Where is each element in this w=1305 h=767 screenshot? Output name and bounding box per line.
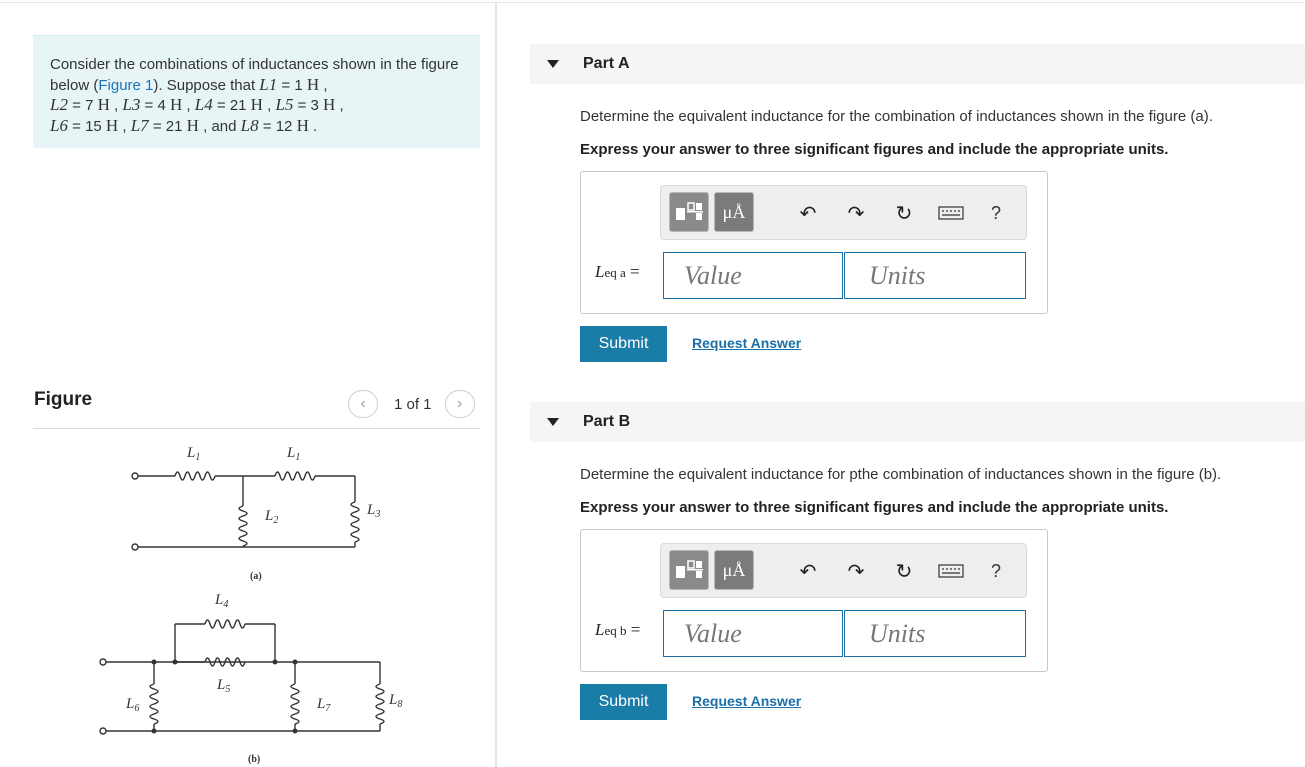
svg-text:L3: $L_3$ <box>367 502 381 520</box>
left-pane <box>0 0 496 767</box>
undo-icon: ↶ <box>799 560 817 583</box>
chevron-left-icon: ‹ <box>360 395 366 412</box>
value-eq: = 1 <box>277 76 307 94</box>
value-eq: = 15 <box>67 117 106 135</box>
help-icon: ? <box>990 202 1001 223</box>
templates-button[interactable] <box>669 192 709 232</box>
part-b-units-input[interactable] <box>844 610 1026 657</box>
part-a-value-input[interactable] <box>663 252 843 299</box>
value-eq: = 7 <box>67 97 98 114</box>
eq-symbol: L <box>595 262 605 281</box>
part-a-title: Part A <box>583 55 630 72</box>
part-b-title: Part B <box>583 413 631 430</box>
part-b-instruction: Express your answer to three significant figures and include the appropriate units. <box>580 499 1169 516</box>
figure-pager <box>348 390 475 418</box>
value-eq: = 3 <box>293 97 324 114</box>
part-a-question: Determine the equivalent inductance for the combination of inductances shown in the figure (a). <box>580 108 1213 125</box>
part-a-request-answer-link[interactable]: Request Answer <box>692 335 802 351</box>
value-unit: H <box>306 74 320 94</box>
problem-statement: Consider the combinations of inductances shown in the figure below (Figure 1). Suppose that L1 = 1 H , L2 = 7 H , L3 = 4 H , L4 = 21 H , L5 = 3 H , L6 = 15 H , L7 = 21 H , and L8 = 12 H . <box>33 35 480 148</box>
math-toolbar <box>660 543 1027 598</box>
value-symbol: L3 <box>122 95 141 114</box>
undo-button[interactable] <box>795 200 821 226</box>
part-a-eq-label <box>595 262 640 282</box>
redo-button[interactable] <box>843 200 869 226</box>
circuit-b-labels <box>125 592 402 714</box>
eq-sign: = <box>625 262 640 281</box>
value-unit: H <box>250 95 263 114</box>
value-symbol: L7 <box>130 115 149 135</box>
reset-icon: ↻ <box>895 560 913 583</box>
part-b-value-input[interactable] <box>663 610 843 657</box>
units-button[interactable] <box>714 192 754 232</box>
redo-icon: ↷ <box>847 202 865 225</box>
eq-subscript: eq b <box>604 623 627 638</box>
caption-a: (a) <box>250 571 262 582</box>
help-button[interactable] <box>983 200 1009 226</box>
figure-link[interactable]: Figure 1 <box>98 76 154 94</box>
eq-sign: = <box>626 620 641 639</box>
templates-icon <box>674 558 704 582</box>
reset-button[interactable] <box>891 200 917 226</box>
figure-heading: Figure <box>34 389 93 410</box>
units-button[interactable] <box>714 550 754 590</box>
value-eq: = 4 <box>140 97 170 114</box>
svg-text:L6: $L_6$ <box>126 696 140 714</box>
value-eq: = 21 <box>212 97 251 114</box>
caret-down-icon <box>547 418 559 426</box>
part-b-header[interactable] <box>530 402 1305 442</box>
circuit-b <box>100 620 384 734</box>
problem-after-link: ). Suppose that <box>153 76 260 94</box>
value-symbol: L6 <box>50 115 68 135</box>
part-a-instruction: Express your answer to three significant figures and include the appropriate units. <box>580 141 1169 158</box>
keyboard-button[interactable] <box>938 558 964 584</box>
svg-text:L2: $L_2$ <box>265 508 279 526</box>
column-divider <box>495 3 497 767</box>
keyboard-icon <box>938 206 964 220</box>
keyboard-icon <box>938 564 964 578</box>
caption-b: (b) <box>248 754 261 764</box>
value-unit: H <box>169 95 183 114</box>
math-toolbar <box>660 185 1027 240</box>
svg-text:L8: $L_8$ <box>389 692 403 710</box>
value-eq: = 12 <box>258 117 297 135</box>
circuit-a <box>132 472 359 550</box>
part-a-header[interactable] <box>530 44 1305 84</box>
part-b-eq-label <box>595 620 640 640</box>
help-button[interactable] <box>983 558 1009 584</box>
value-unit: H <box>105 115 119 135</box>
reset-button[interactable] <box>891 558 917 584</box>
keyboard-button[interactable] <box>938 200 964 226</box>
undo-icon: ↶ <box>799 202 817 225</box>
svg-text:L5: $L_5$ <box>217 677 231 695</box>
redo-icon: ↷ <box>847 560 865 583</box>
figure-divider <box>33 428 480 429</box>
part-a-units-input[interactable] <box>844 252 1026 299</box>
value-unit: H <box>296 115 309 135</box>
templates-icon <box>674 200 704 224</box>
svg-text:L4: $L_4$ <box>215 592 229 610</box>
prev-figure-button[interactable] <box>348 390 378 418</box>
part-b-request-answer-link[interactable]: Request Answer <box>692 693 802 709</box>
part-a-submit-button[interactable]: Submit <box>580 326 667 362</box>
part-b-question: Determine the equivalent inductance for pthe combination of inductances shown in the figure (b). <box>580 466 1222 483</box>
eq-symbol: L <box>595 620 605 639</box>
value-unit: H <box>186 115 199 135</box>
value-unit: H <box>97 95 110 114</box>
junction-dots <box>152 660 298 734</box>
svg-text:L1: $L_1$ <box>187 445 201 463</box>
units-icon: μÅ <box>722 201 746 222</box>
value-symbol: L2 <box>50 95 68 114</box>
svg-text:L7: $L_7$ <box>317 696 331 714</box>
undo-button[interactable] <box>795 558 821 584</box>
templates-button[interactable] <box>669 550 709 590</box>
redo-button[interactable] <box>843 558 869 584</box>
part-b-answer-box <box>580 529 1048 672</box>
circuit-figure <box>95 436 425 764</box>
units-icon: μÅ <box>722 559 746 580</box>
value-eq: = 21 <box>148 117 187 135</box>
reset-icon: ↻ <box>895 202 913 225</box>
value-unit: H <box>323 95 336 114</box>
svg-text:L1: $L_1$ <box>287 445 301 463</box>
value-symbol: L4 <box>194 95 213 114</box>
part-a-answer-box <box>580 171 1048 314</box>
value-symbol: L8 <box>240 115 259 135</box>
pager-text: 1 of 1 <box>394 395 432 413</box>
value-symbol: L1 <box>259 74 278 94</box>
next-figure-button[interactable] <box>445 390 475 418</box>
help-icon: ? <box>990 560 1001 581</box>
caret-down-icon <box>547 60 559 68</box>
value-symbol: L5 <box>275 95 294 114</box>
part-b-submit-button[interactable]: Submit <box>580 684 667 720</box>
eq-subscript: eq a <box>604 265 626 280</box>
chevron-right-icon: › <box>456 395 463 412</box>
and-word: and <box>211 117 237 135</box>
problem-intro: Consider the combinations of inductances shown in the figure below ( <box>50 56 459 94</box>
